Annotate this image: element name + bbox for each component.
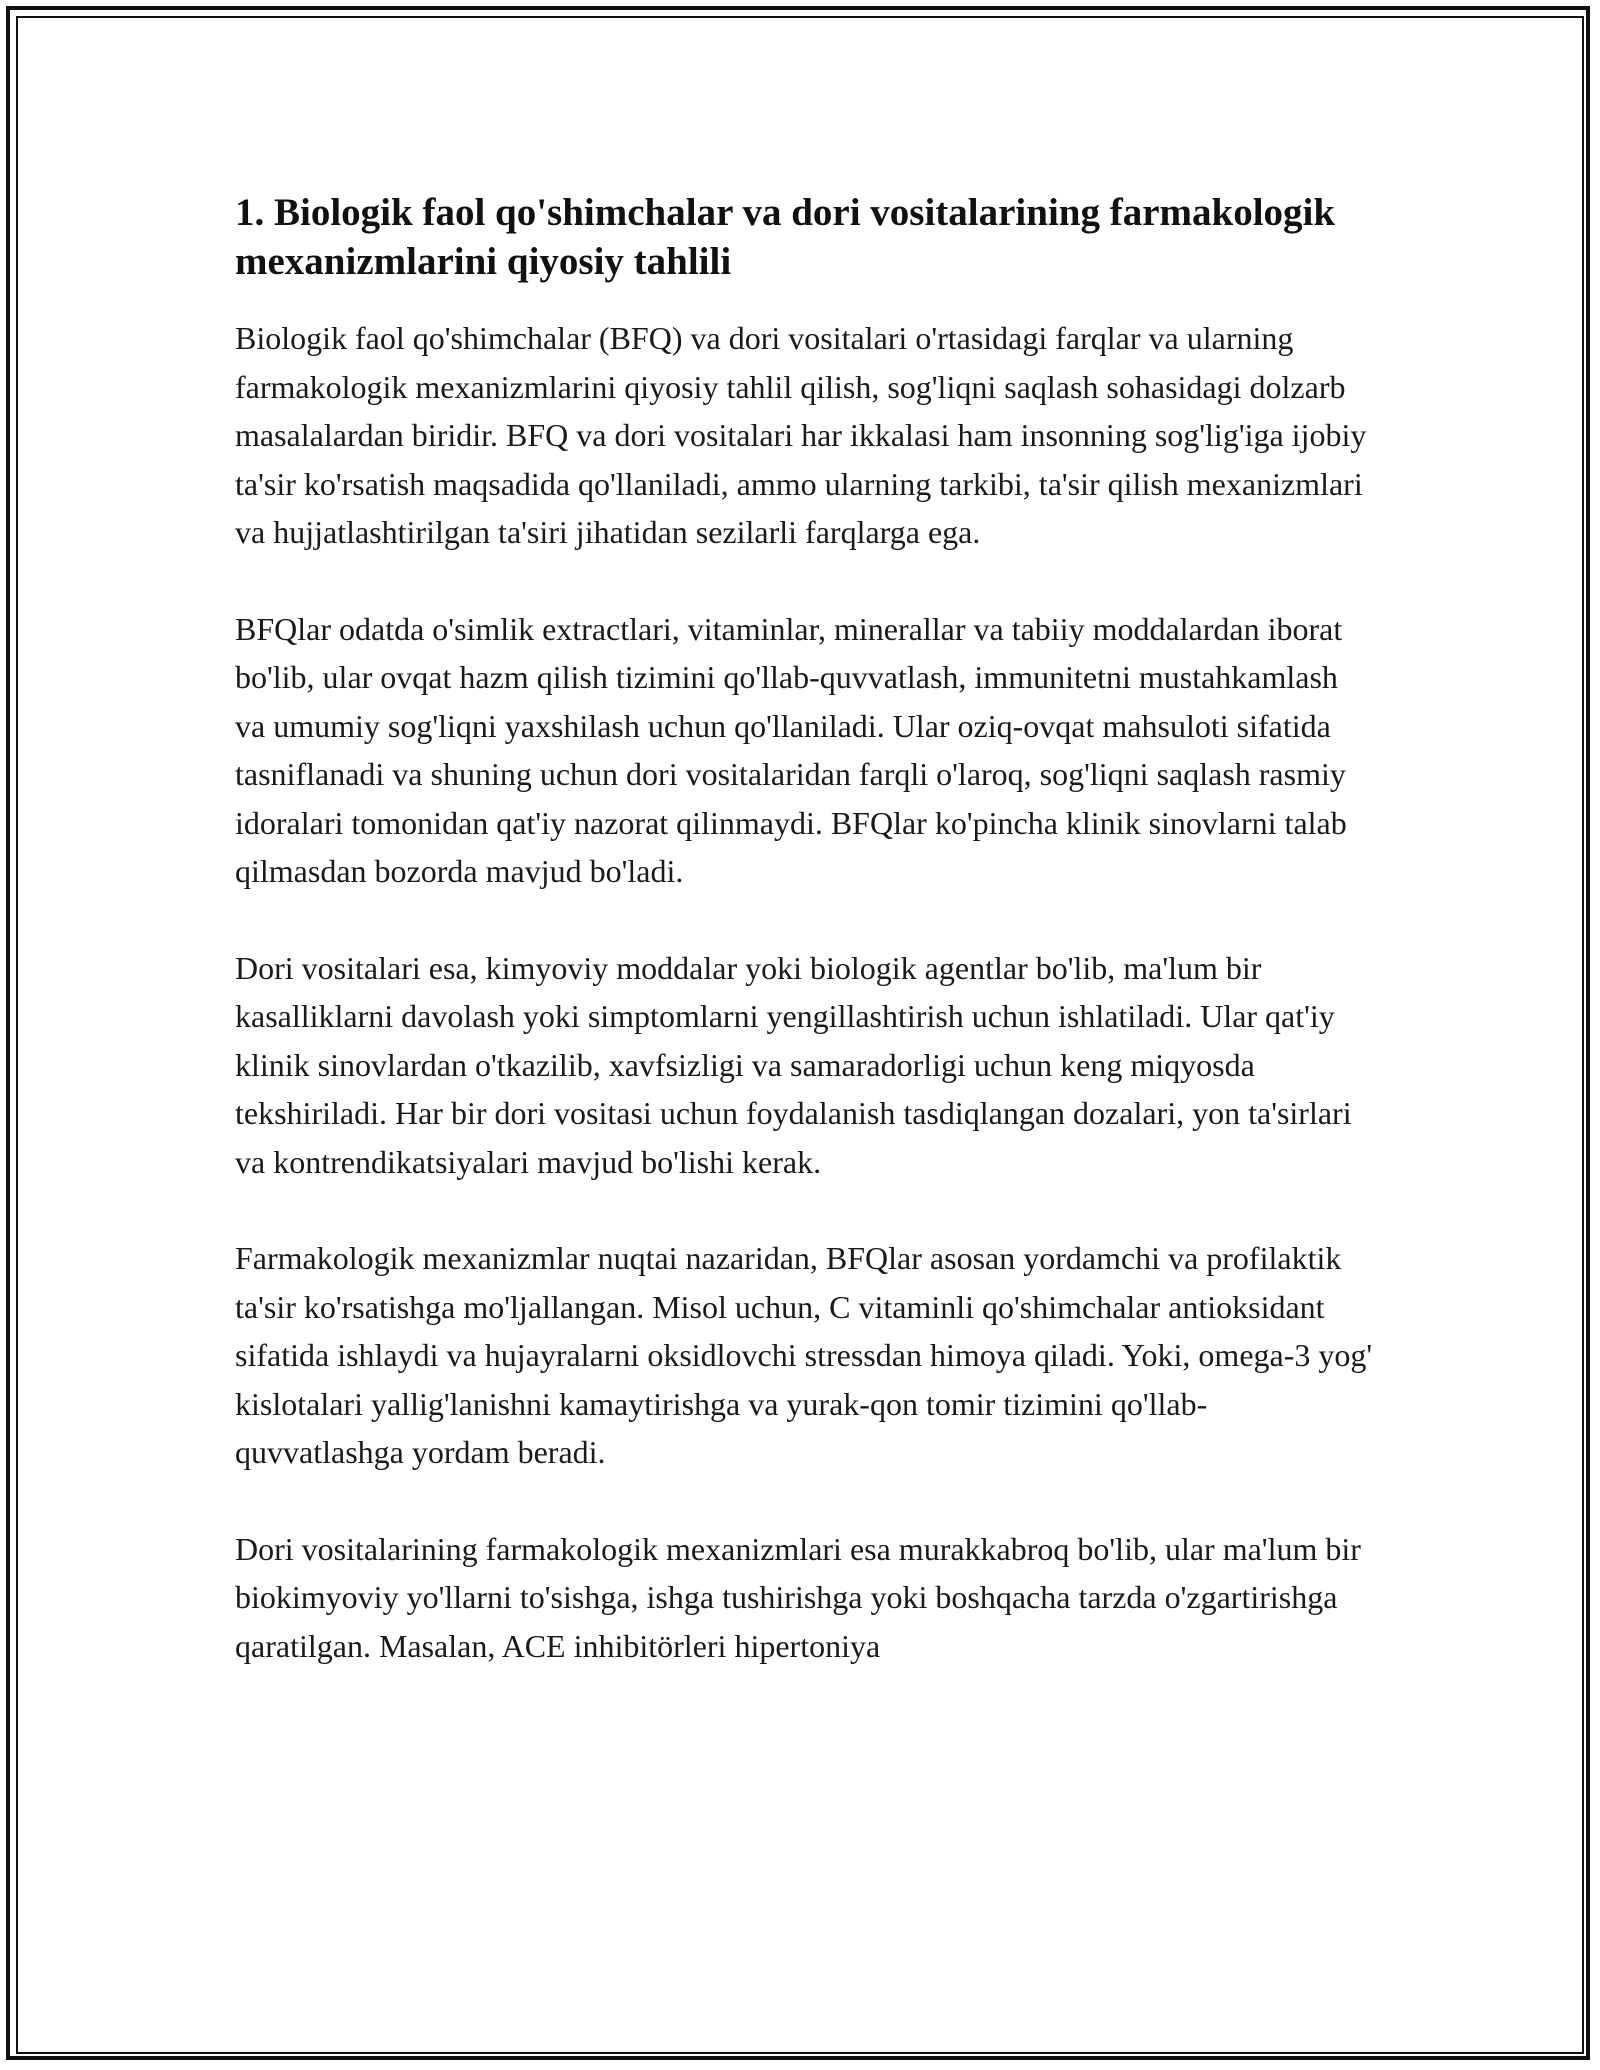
document-body [235, 188, 1375, 1718]
paragraph-drugs: Dori vositalari esa, kimyoviy moddalar yoki biologik agentlar bo'lib, ma'lum bir kasalliklarni davolash yoki simptomlarni yengillashtirish uchun ishlatiladi. Ular qat'iy klinik sinovlardan o'tkazilib, xavfsizligi va samaradorligi uchun keng miqyosda tekshiriladi. Har bir dori vositasi uchun foydalanish tasdiqlangan dozalari, yon ta'sirlari va kontrendikatsiyalari mavjud bo'lishi kerak. [235, 949, 1352, 1180]
paragraph-intro: Biologik faol qo'shimchalar (BFQ) va dori vositalari o'rtasidagi farqlar va ularning farmakologik mexanizmlarini qiyosiy tahlil qilish, sog'liqni saqlash sohasidagi dolzarb masalalardan biridir. BFQ va dori vositalari har ikkalasi ham insonning sog'lig'iga ijobiy ta'sir ko'rsatish maqsadida qo'llaniladi, ammo ularning tarkibi, ta'sir qilish mexanizmlari va hujjatlashtirilgan ta'siri jihatidan sezilarli farqlarga ega. [235, 320, 1367, 550]
section-heading: 1. Biologik faol qo'shimchalar va dori vositalarining farmakologik mexanizmlarini qiyosiy tahlili [235, 191, 1336, 283]
paragraph-supplement-mechanisms: Farmakologik mexanizmlar nuqtai nazaridan, BFQlar asosan yordamchi va profilaktik ta'sir ko'rsatishga mo'ljallangan. Misol uchun, C vitaminli qo'shimchalar antioksidant sifatida ishlaydi va hujayralarni oksidlovchi stressdan himoya qiladi. Yoki, omega-3 yog' kislotalari yallig'lanishni kamaytirishga va yurak-qon tomir tizimini qo'llab-quvvatlashga yordam beradi. [235, 1240, 1373, 1470]
paragraph-drug-mechanisms: Dori vositalarining farmakologik mexanizmlari esa murakkabroq bo'lib, ular ma'lum bir biokimyoviy yo'llarni to'sishga, ishga tushirishga yoki boshqacha tarzda o'zgartirishga qaratilgan. Masalan, ACE inhibitörleri hipertoniya [235, 1530, 1361, 1664]
paragraph-supplements: BFQlar odatda o'simlik extractlari, vitaminlar, minerallar va tabiiy moddalardan iborat bo'lib, ular ovqat hazm qilish tizimini qo'llab-quvvatlash, immunitetni mustahkamlash va umumiy sog'liqni yaxshilash uchun qo'llaniladi. Ular oziq-ovqat mahsuloti sifatida tasniflanadi va shuning uchun dori vositalaridan farqli o'laroq, sog'liqni saqlash rasmiy idoralari tomonidan qat'iy nazorat qilinmaydi. BFQlar ko'pincha klinik sinovlarni talab qilmasdan bozorda mavjud bo'ladi. [235, 610, 1347, 889]
